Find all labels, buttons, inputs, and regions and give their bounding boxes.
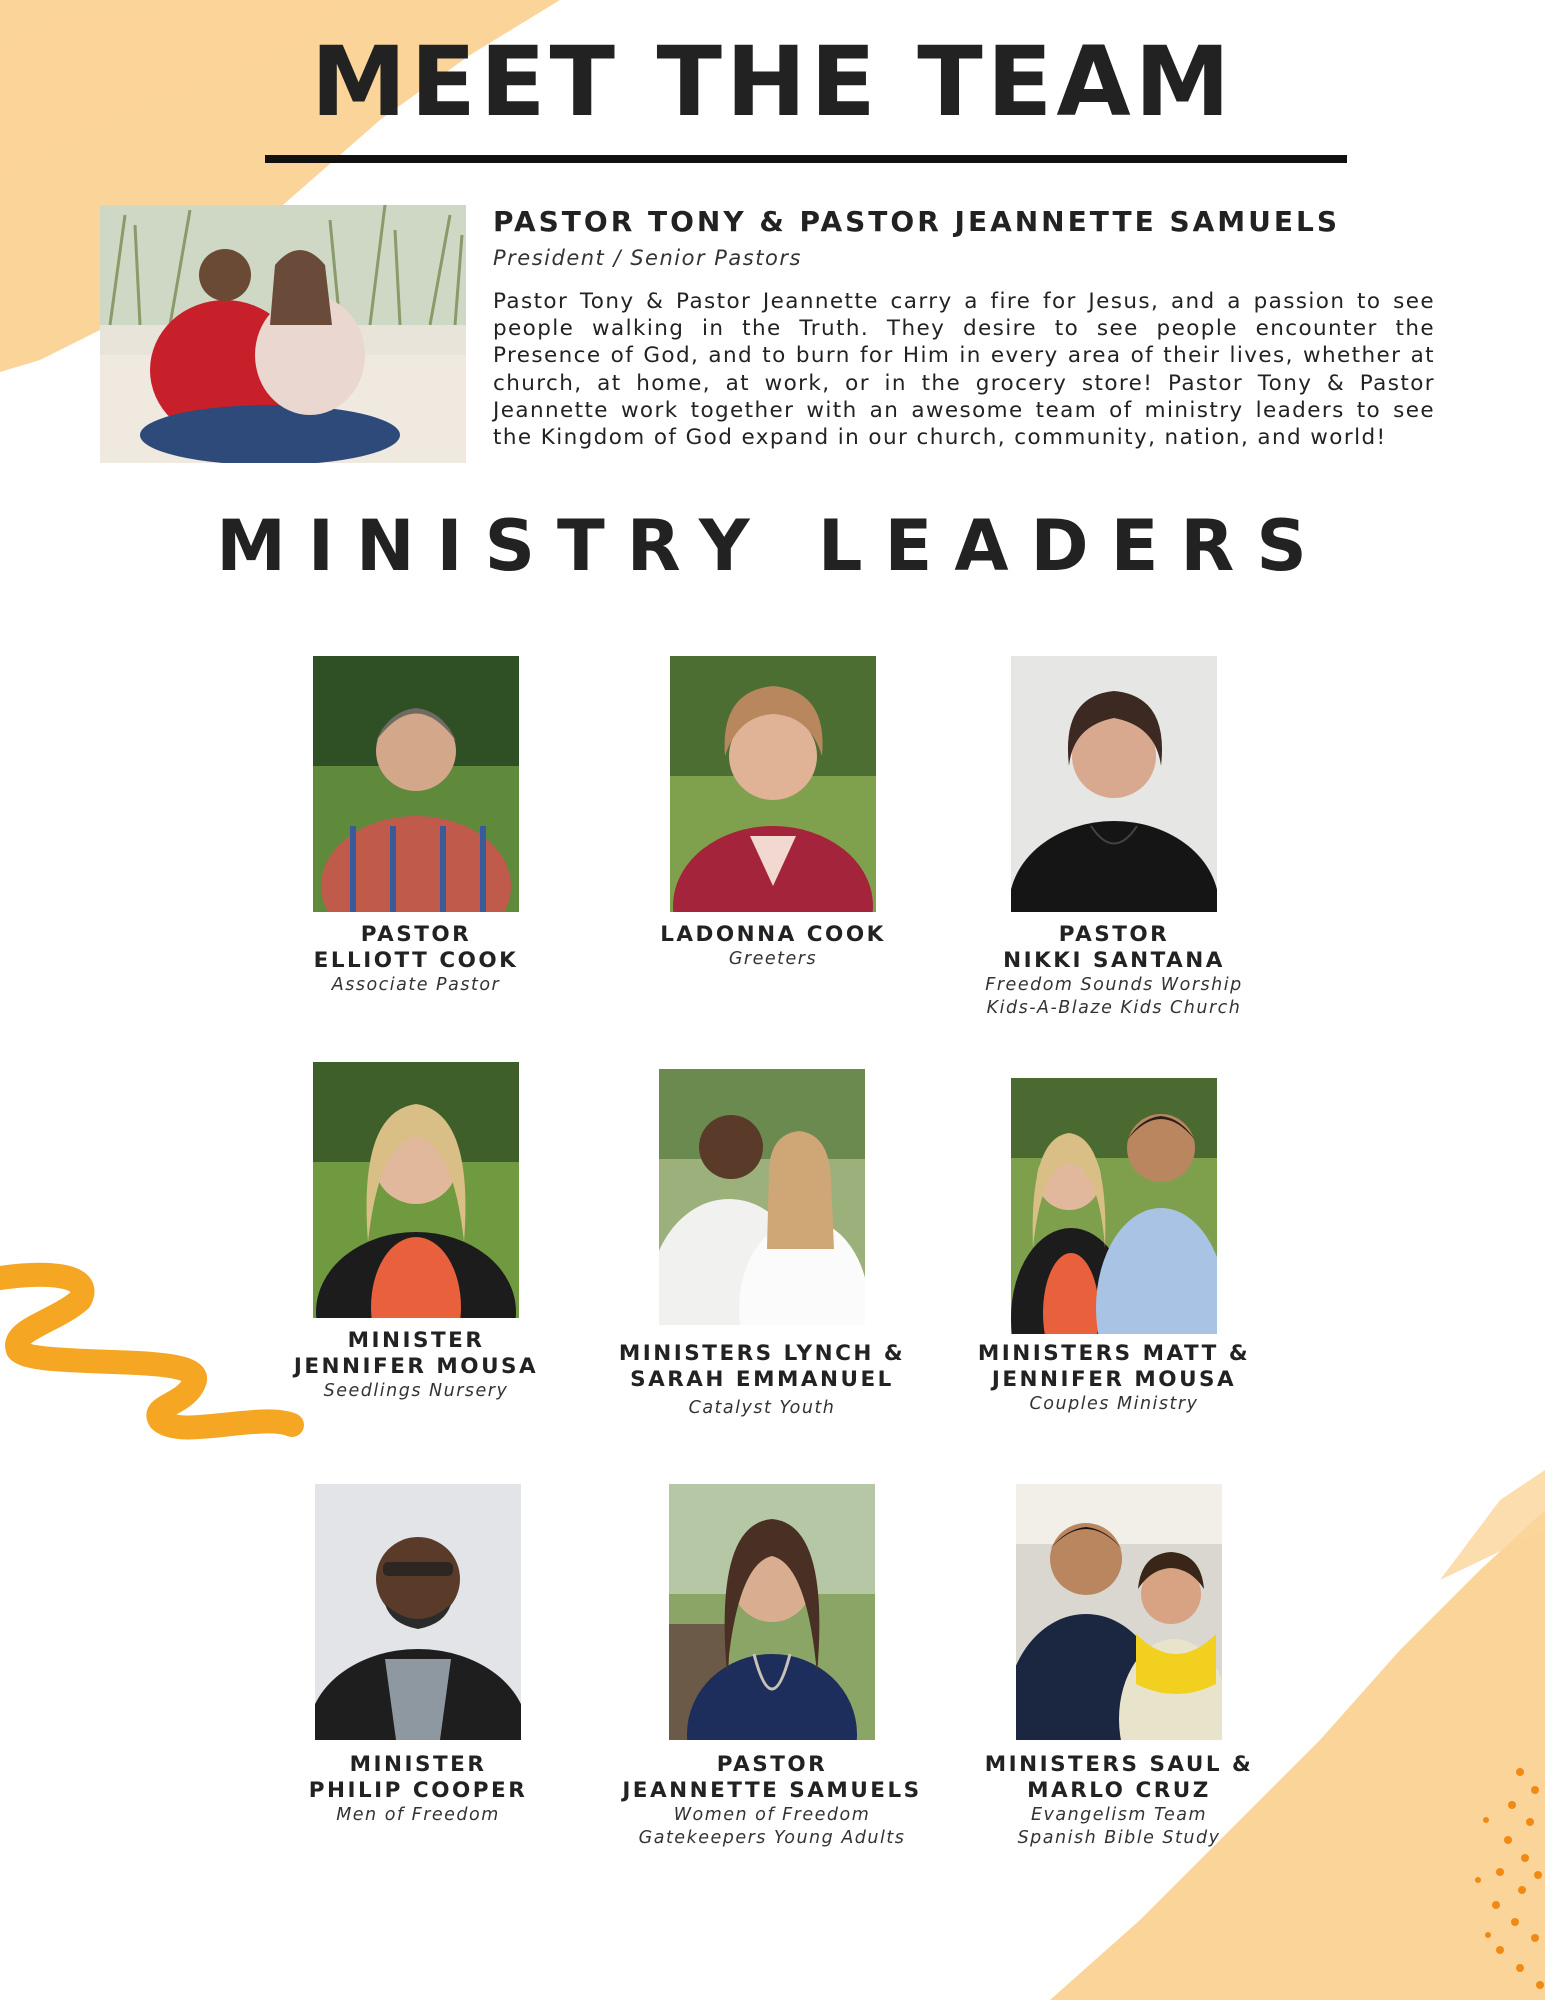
leader-name-line1: LADONNA COOK xyxy=(660,922,886,947)
page-title: MEET THE TEAM xyxy=(310,26,1235,138)
leader-role-line2: Kids-A-Blaze Kids Church xyxy=(986,998,1242,1018)
leader-name-line1: PASTOR xyxy=(360,922,472,947)
leader-name-line1: PASTOR xyxy=(1058,922,1170,947)
leader-name-line1: MINISTERS MATT & xyxy=(977,1341,1251,1366)
leader-role-line1: Evangelism Team xyxy=(1030,1805,1208,1825)
leader-name-line1: MINISTERS LYNCH & xyxy=(618,1341,906,1366)
leader-card-elliott-cook xyxy=(266,922,566,997)
leader-role-line1: Freedom Sounds Worship xyxy=(985,975,1243,995)
leader-role-line2: Spanish Bible Study xyxy=(1017,1828,1221,1848)
leader-photo-ladonna-cook xyxy=(670,656,876,912)
leader-name-line1: MINISTERS SAUL & xyxy=(984,1752,1254,1777)
leader-card-jeannette-samuels xyxy=(622,1752,922,1850)
leader-card-saul-marlo-cruz xyxy=(969,1752,1269,1850)
leader-photo-saul-marlo-cruz xyxy=(1016,1484,1222,1740)
leader-role-line1: Men of Freedom xyxy=(336,1805,500,1825)
leader-name-line2: ELLIOTT COOK xyxy=(313,948,519,973)
leader-photo-jennifer-mousa xyxy=(313,1062,519,1318)
leader-role-line2: Gatekeepers Young Adults xyxy=(638,1828,906,1848)
leader-card-philip-cooper xyxy=(268,1752,568,1827)
leader-name-line2: JEANNETTE SAMUELS xyxy=(622,1778,922,1803)
leader-photo-jeannette-samuels xyxy=(669,1484,875,1740)
senior-pastors-info xyxy=(493,205,1435,451)
leader-name-line2: MARLO CRUZ xyxy=(1027,1778,1211,1803)
leader-role-line1: Women of Freedom xyxy=(673,1805,871,1825)
senior-pastors-name: PASTOR TONY & PASTOR JEANNETTE SAMUELS xyxy=(493,205,1341,238)
leader-name-line1: PASTOR xyxy=(716,1752,828,1777)
title-underline xyxy=(265,155,1347,163)
senior-pastors-bio: Pastor Tony & Pastor Jeannette carry a fire for Jesus, and a passion to see people walking in the Truth. They desire to see people encounter the Presence of God, and to burn for Him in every area of their lives, whether at church, at home, at work, or in the grocery store! Pastor Tony & Pastor Jeannette work together with an awesome team of ministry leaders to see the Kingdom of God expand in our church, community, nation, and world! xyxy=(493,289,1435,451)
leader-card-nikki-santana xyxy=(964,922,1264,1020)
leader-role-line1: Associate Pastor xyxy=(331,975,501,995)
leader-name-line2: NIKKI SANTANA xyxy=(1003,948,1225,973)
leader-card-ladonna-cook xyxy=(623,922,923,971)
leader-role-line1: Couples Ministry xyxy=(1029,1394,1199,1414)
leader-photo-lynch-sarah-emmanuel xyxy=(659,1069,865,1325)
senior-pastors-role: President / Senior Pastors xyxy=(493,246,802,270)
leader-card-matt-jennifer-mousa xyxy=(964,1341,1264,1416)
leader-role-line1: Greeters xyxy=(728,949,818,969)
leader-name-line2: JENNIFER MOUSA xyxy=(991,1367,1237,1392)
leader-role-line1: Catalyst Youth xyxy=(688,1398,836,1418)
leader-name-line2: SARAH EMMANUEL xyxy=(630,1367,894,1392)
leader-photo-nikki-santana xyxy=(1011,656,1217,912)
leader-photo-matt-jennifer-mousa xyxy=(1011,1078,1217,1334)
senior-pastors-photo xyxy=(100,205,466,463)
leader-name-line1: MINISTER xyxy=(349,1752,487,1777)
leader-name-line2: JENNIFER MOUSA xyxy=(293,1354,539,1379)
section-title-ministry-leaders: MINISTRY LEADERS xyxy=(216,505,1329,587)
leader-photo-philip-cooper xyxy=(315,1484,521,1740)
leader-name-line1: MINISTER xyxy=(347,1328,485,1353)
leader-photo-elliott-cook xyxy=(313,656,519,912)
leader-role-line1: Seedlings Nursery xyxy=(323,1381,509,1401)
leader-card-lynch-sarah-emmanuel xyxy=(612,1341,912,1420)
leader-card-jennifer-mousa xyxy=(266,1328,566,1403)
leader-name-line2: PHILIP COOPER xyxy=(308,1778,528,1803)
